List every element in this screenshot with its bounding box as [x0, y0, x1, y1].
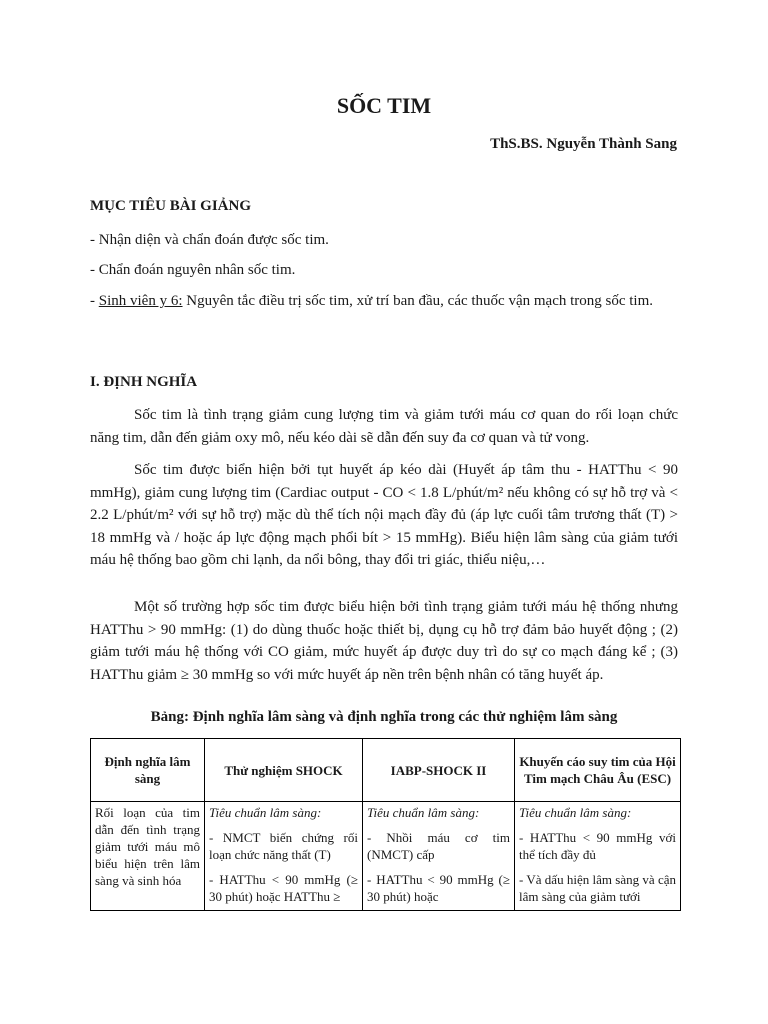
table-caption: Bảng: Định nghĩa lâm sàng và định nghĩa trong các thử nghiệm lâm sàng: [150, 709, 618, 725]
table-header-row: [91, 739, 681, 802]
paragraph-2: Sốc tim được biển hiện bởi tụt huyết áp kéo dài (Huyết áp tâm thu - HATThu < 90 mmHg), giảm cung lượng tim (Cardiac output - CO < 1.8 L/phút/m² nếu không có sự hỗ trợ và < 2.2 L/phút/m² với sự hỗ trợ) mặc dù thể tích nội mạch đầy đủ (áp lực cuối tâm trương thất (T) > 18 mmHg và / hoặc áp lực động mạch phổi bít > 15 mmHg). Biểu hiện lâm sàng của giảm tưới máu hệ thống bao gồm chi lạnh, da nổi bông, thay đổi tri giác, thiểu niệu,…: [90, 462, 678, 568]
definitions-table: [90, 738, 681, 911]
iabp-criteria-item-1: - Nhồi máu cơ tim (NMCT) cấp: [367, 830, 510, 862]
esc-criteria-item-2: - Và dấu hiện lâm sàng và cận lâm sàng của giảm tưới: [519, 872, 676, 904]
table-row: [91, 802, 681, 911]
esc-criteria-item-1: - HATThu < 90 mmHg với thể tích đầy đủ: [519, 830, 676, 862]
cell-clinical-definition: [91, 802, 205, 911]
paragraph-1: Sốc tim là tình trạng giảm cung lượng tim và giảm tưới máu cơ quan do rối loạn chức năng tim, dẫn đến giảm oxy mô, nếu kéo dài sẽ dẫn đến suy đa cơ quan và tử vong.: [90, 407, 678, 446]
objective-item-3: [90, 290, 678, 313]
shock-criteria-label: Tiêu chuẩn lâm sàng:: [209, 805, 322, 820]
objective-item-3-label: Sinh viên y 6:: [98, 293, 183, 309]
author-name: ThS.BS. Nguyễn Thành Sang: [490, 136, 677, 152]
shock-criteria-item-1: - NMCT biến chứng rối loạn chức năng thất (T): [209, 830, 358, 862]
header-clinical-definition: Định nghĩa lâm sàng: [91, 739, 205, 802]
iabp-criteria-item-2: - HATThu < 90 mmHg (≥ 30 phút) hoặc: [367, 872, 510, 904]
iabp-criteria-label: Tiêu chuẩn lâm sàng:: [367, 805, 480, 820]
section-1-heading: I. ĐỊNH NGHĨA: [90, 374, 198, 390]
objectives-heading: MỤC TIÊU BÀI GIẢNG: [90, 198, 251, 214]
header-shock-trial: Thử nghiệm SHOCK: [205, 739, 363, 802]
cell-esc-guideline: [515, 802, 681, 911]
objective-item-2: - Chẩn đoán nguyên nhân sốc tim.: [90, 262, 296, 278]
cell-shock-trial: [205, 802, 363, 911]
paragraph-3: Một số trường hợp sốc tim được biểu hiện bởi tình trạng giảm tưới máu hệ thống nhưng HATThu > 90 mmHg: (1) do dùng thuốc hoặc thiết bị, dụng cụ hỗ trợ đảm bảo huyết động ; (2) giảm tưới máu hệ thống với CO giảm, mức huyết áp được duy trì do sự co mạch đáng kể ; (3) HATThu giảm ≥ 30 mmHg so với mức huyết áp nền trên bệnh nhân có tăng huyết áp.: [90, 599, 678, 683]
document-title: SỐC TIM: [336, 93, 432, 118]
objective-item-3-text: Nguyên tắc điều trị sốc tim, xử trí ban đầu, các thuốc vận mạch trong sốc tim.: [182, 293, 654, 309]
cell-iabp-shock-ii: [363, 802, 515, 911]
shock-criteria-item-2: - HATThu < 90 mmHg (≥ 30 phút) hoặc HATThu ≥: [209, 872, 358, 904]
header-esc-guideline: Khuyến cáo suy tim của Hội Tim mạch Châu Âu (ESC): [515, 739, 681, 802]
esc-criteria-label: Tiêu chuẩn lâm sàng:: [519, 805, 632, 820]
objective-item-1: - Nhận diện và chẩn đoán được sốc tim.: [90, 232, 329, 248]
objective-item-3-prefix: -: [90, 293, 99, 309]
cell-clinical-definition-text: Rối loạn của tim dẫn đến tình trạng giảm tưới máu mô biểu hiện trên lâm sàng và sinh hóa: [95, 805, 200, 888]
header-iabp-shock-ii: IABP-SHOCK II: [363, 739, 515, 802]
